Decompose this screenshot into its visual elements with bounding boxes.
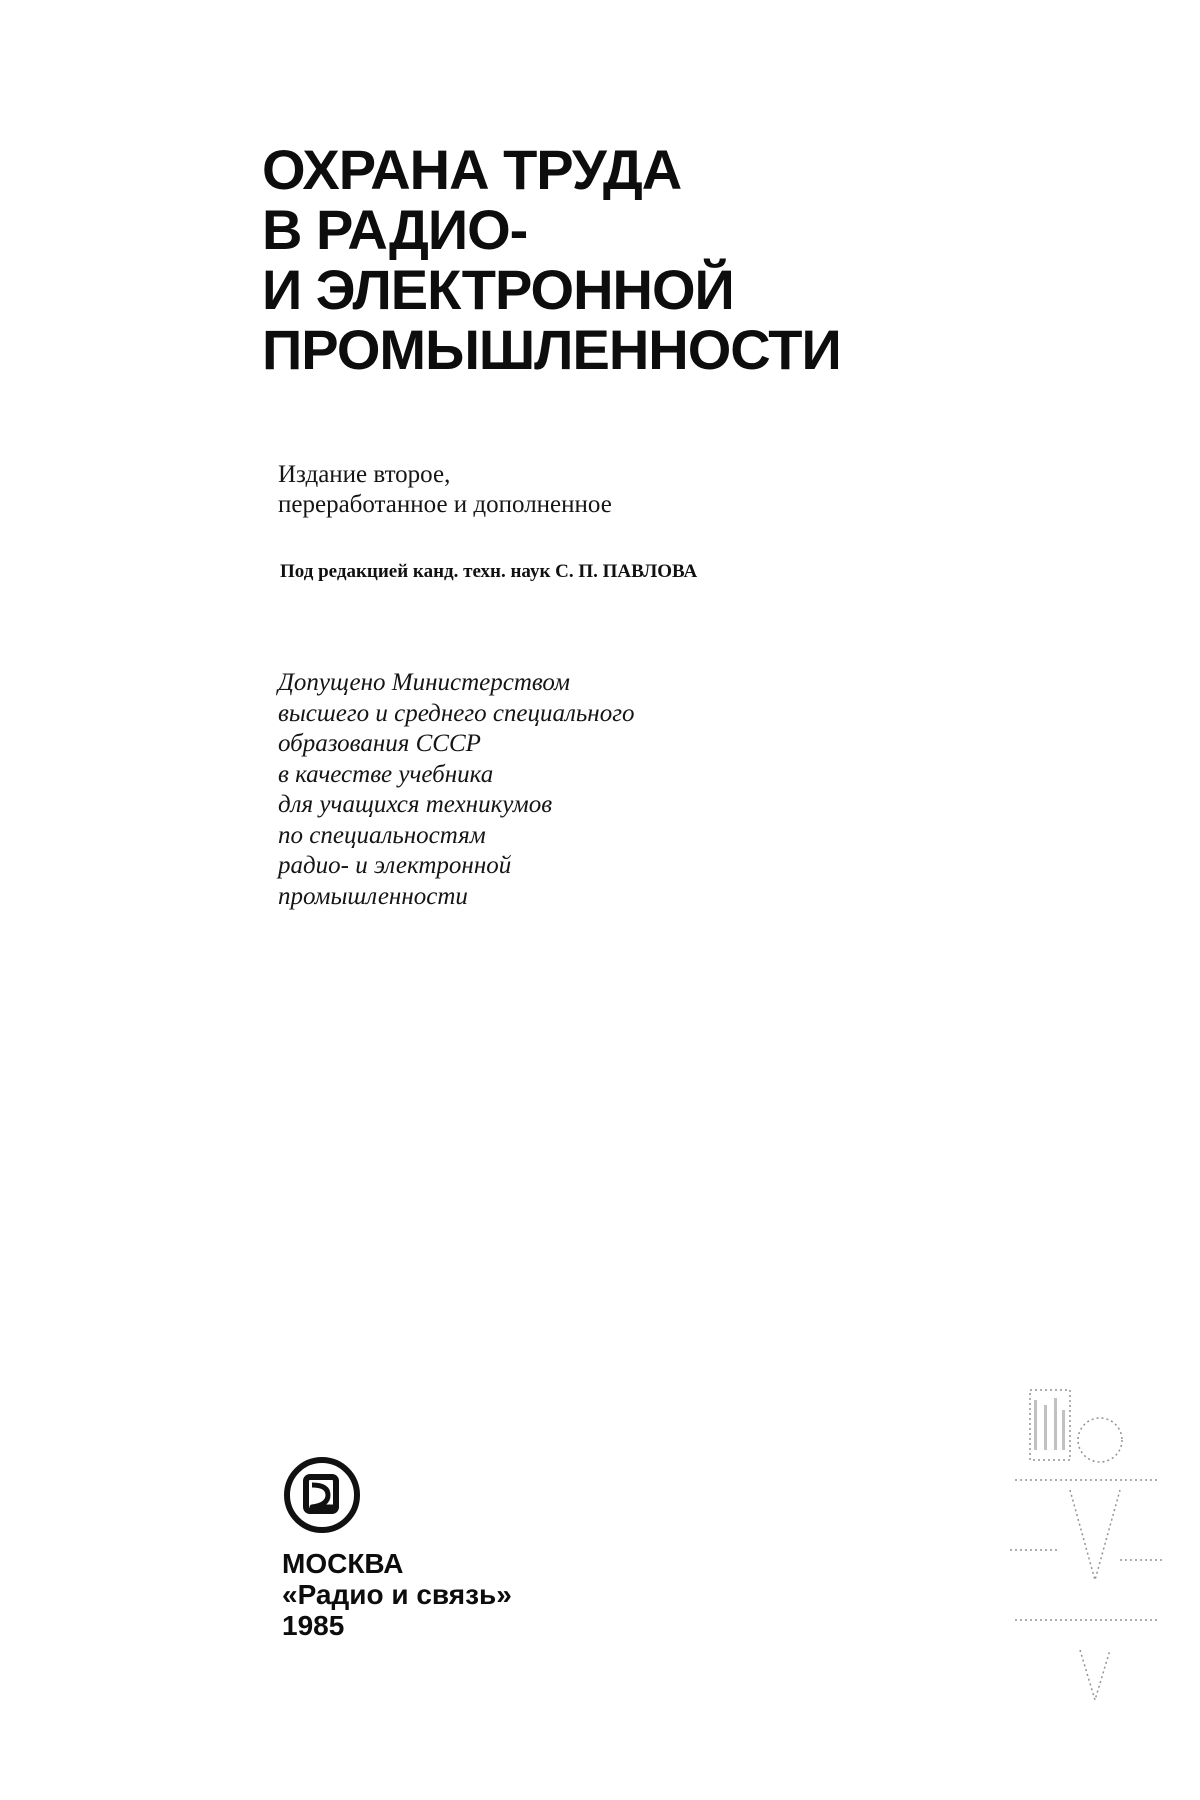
library-stamp-icon [1000, 1380, 1170, 1740]
approval-line-7: радио- и электронной [278, 852, 512, 879]
imprint-year: 1985 [282, 1610, 345, 1641]
publisher-logo-icon [282, 1455, 362, 1535]
title-line-2: В РАДИО- [262, 198, 528, 261]
approval-line-1: Допущено Министерством [278, 669, 570, 696]
approval-line-8: промышленности [278, 882, 468, 910]
title-line-1: ОХРАНА ТРУДА [262, 138, 682, 201]
approval-line-5: для учащихся техникумов [278, 791, 553, 818]
approval-line-6: по специальностям [278, 821, 486, 849]
book-title [262, 140, 1082, 380]
editor-credit: Под редакцией канд. техн. наук С. П. ПАВЛОВА [280, 561, 698, 582]
edition-info [278, 460, 612, 520]
edition-line-1: Издание второе, [278, 461, 451, 488]
approval-line-4: в качестве учебника [278, 760, 494, 788]
approval-line-2: высшего и среднего специального [278, 699, 635, 727]
imprint [282, 1548, 512, 1641]
imprint-city: МОСКВА [282, 1548, 404, 1579]
approval-line-3: образования СССР [278, 730, 481, 757]
title-line-3: И ЭЛЕКТРОННОЙ [262, 258, 734, 321]
ministry-approval [278, 668, 634, 912]
imprint-publisher: «Радио и связь» [282, 1579, 512, 1610]
edition-line-2: переработанное и дополненное [278, 491, 612, 518]
title-line-4: ПРОМЫШЛЕННОСТИ [262, 318, 841, 381]
